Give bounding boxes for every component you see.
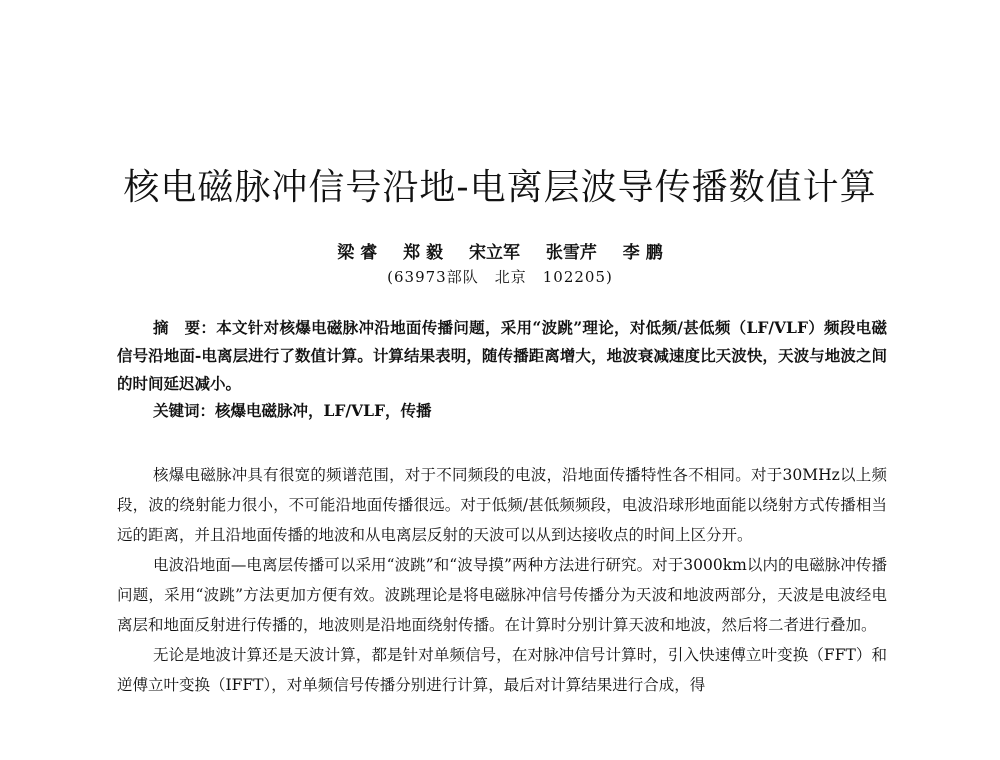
author-affiliation: (63973部队 北京 102205) (387, 268, 613, 286)
author-name: 李 鹏 (622, 243, 663, 263)
abstract-label: 摘 要： (153, 318, 217, 337)
paper-title: 核电磁脉冲信号沿地-电离层波导传播数值计算 (123, 167, 877, 208)
author-name: 梁 睿 (337, 243, 378, 263)
author-name: 宋立军 (468, 243, 520, 263)
body-paragraph: 无论是地波计算还是天波计算，都是针对单频信号，在对脉冲信号计算时，引入快速傅立叶变换（FFT）和逆傅立叶变换（IFFT），对单频信号传播分别进行计算，最后对计算结果进行合成，得 (117, 646, 887, 694)
body-paragraph: 电波沿地面—电离层传播可以采用“波跳”和“波导摸”两种方法进行研究。对于3000km以内的电磁脉冲传播问题，采用“波跳”方法更加方便有效。波跳理论是将电磁脉冲信号传播分为天波和地波两部分，天波是电波经电离层和地面反射进行传播的，地波则是沿地面绕射传播。在计算时分别计算天波和地波，然后将二者进行叠加。 (117, 556, 887, 634)
keywords-label: 关键词： (153, 401, 216, 420)
keywords-text: 核爆电磁脉冲，LF/VLF，传播 (215, 401, 432, 420)
body-text (117, 460, 887, 700)
abstract-paragraph (117, 314, 887, 398)
author-list (0, 241, 1000, 265)
author-name: 张雪芹 (545, 243, 597, 263)
body-paragraph: 核爆电磁脉冲具有很宽的频谱范围，对于不同频段的电波，沿地面传播特性各不相同。对于30MHz以上频段，波的绕射能力很小，不可能沿地面传播很远。对于低频/甚低频频段，电波沿球形地面能以绕射方式传播相当远的距离，并且沿地面传播的地波和从电离层反射的天波可以从到达接收点的时间上区分开。 (117, 466, 887, 544)
abstract-text: 本文针对核爆电磁脉冲沿地面传播问题，采用“波跳”理论，对低频/甚低频（LF/VLF）频段电磁信号沿地面-电离层进行了数值计算。计算结果表明，随传播距离增大，地波衰减速度比天波快，天波与地波之间的时间延迟减小。 (117, 318, 887, 393)
keywords-line (153, 397, 887, 425)
author-name: 郑 毅 (403, 243, 444, 263)
